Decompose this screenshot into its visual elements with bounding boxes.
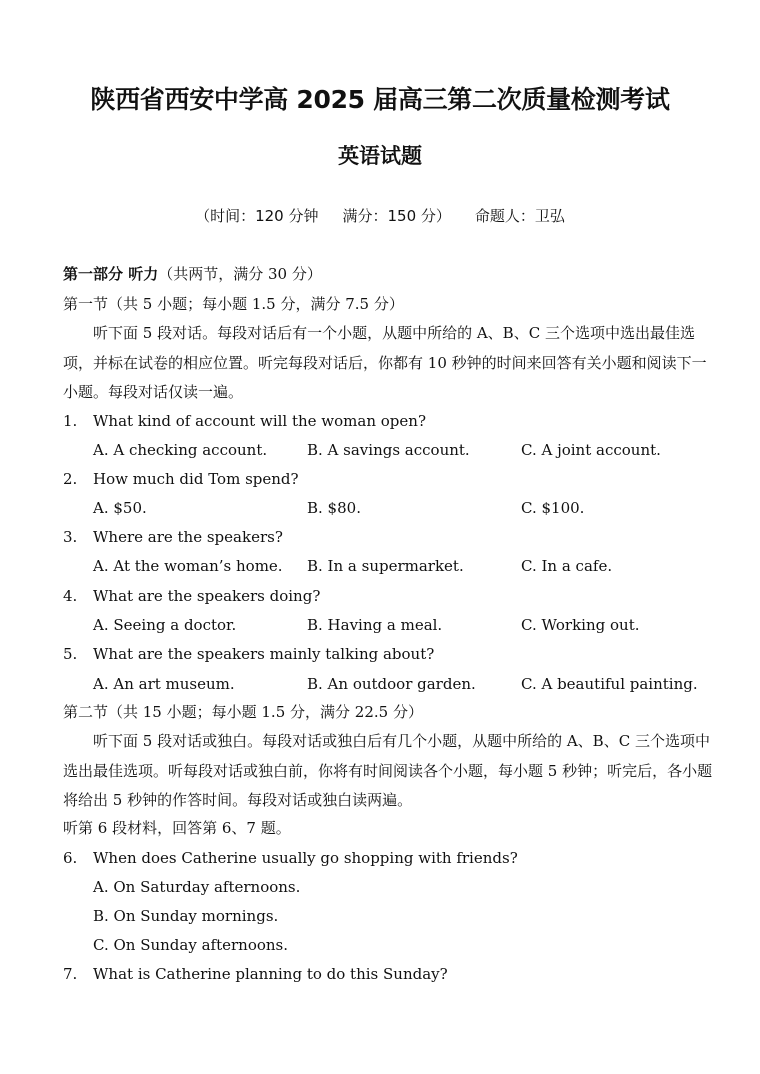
question-text: What are the speakers doing? — [93, 587, 321, 605]
section1-instructions: 听下面 5 段对话。每段对话后有一个小题，从题中所给的 A、B、C 三个选项中选出最佳选项，并标在试卷的相应位置。听完每段对话后，你都有 10 秒钟的时间来回答有关小题和阅读下一小题。每段对话仅读一遍。 — [63, 324, 707, 401]
option-b: B. A savings account. — [307, 441, 470, 459]
option-c: C. A joint account. — [521, 441, 661, 459]
question-number: 5. — [63, 645, 78, 663]
exam-time: （时间：120 分钟 — [195, 207, 319, 225]
section2-instructions: 听下面 5 段对话或独白。每段对话或独白后有几个小题，从题中所给的 A、B、C 三个选项中选出最佳选项。听每段对话或独白前，你将有时间阅读各个小题，每小题 5 秒钟；听完后，各小题将给出 5 秒钟的作答时间。每段对话或独白读两遍。 — [63, 732, 713, 809]
exam-title: 陕西省西安中学高 2025 届高三第二次质量检测考试 — [90, 85, 670, 114]
option-a: A. $50. — [93, 499, 147, 517]
question-text: Where are the speakers? — [93, 528, 283, 546]
exam-meta — [0, 205, 760, 226]
option-a: A. On Saturday afternoons. — [93, 878, 301, 896]
option-c: C. On Sunday afternoons. — [93, 936, 289, 954]
question-text: When does Catherine usually go shopping with friends? — [93, 849, 518, 867]
option-a: A. An art museum. — [93, 675, 235, 693]
question-text: What is Catherine planning to do this Sunday? — [93, 965, 448, 983]
question-number: 1. — [63, 412, 78, 430]
option-b: B. In a supermarket. — [307, 557, 464, 575]
question-number: 3. — [63, 528, 78, 546]
question-number: 4. — [63, 587, 78, 605]
section1-heading: 第一节（共 5 小题；每小题 1.5 分，满分 7.5 分） — [63, 295, 404, 313]
part1-heading — [63, 264, 322, 284]
option-b: B. Having a meal. — [307, 616, 443, 634]
exam-subtitle: 英语试题 — [338, 144, 422, 168]
part1-heading-rest: （共两节，满分 30 分） — [158, 265, 322, 283]
question-number: 7. — [63, 965, 78, 983]
option-a: A. At the woman’s home. — [93, 557, 283, 575]
option-a: A. A checking account. — [93, 441, 268, 459]
exam-author: 命题人：卫弘 — [474, 207, 565, 225]
material-6-heading: 听第 6 段材料，回答第 6、7 题。 — [63, 819, 291, 837]
option-b: B. On Sunday mornings. — [93, 907, 279, 925]
question-number: 6. — [63, 849, 78, 867]
section2-heading: 第二节（共 15 小题；每小题 1.5 分，满分 22.5 分） — [63, 703, 423, 721]
option-c: C. In a cafe. — [521, 557, 613, 575]
option-c: C. A beautiful painting. — [521, 675, 698, 693]
question-text: What are the speakers mainly talking about? — [93, 645, 435, 663]
exam-score: 满分：150 分） — [342, 207, 451, 225]
option-a: A. Seeing a doctor. — [93, 616, 237, 634]
option-b: B. $80. — [307, 499, 361, 517]
option-c: C. Working out. — [521, 616, 640, 634]
question-number: 2. — [63, 470, 78, 488]
question-text: How much did Tom spend? — [93, 470, 299, 488]
option-c: C. $100. — [521, 499, 585, 517]
option-b: B. An outdoor garden. — [307, 675, 476, 693]
part1-heading-bold: 第一部分 听力 — [63, 265, 159, 283]
question-text: What kind of account will the woman open? — [93, 412, 426, 430]
